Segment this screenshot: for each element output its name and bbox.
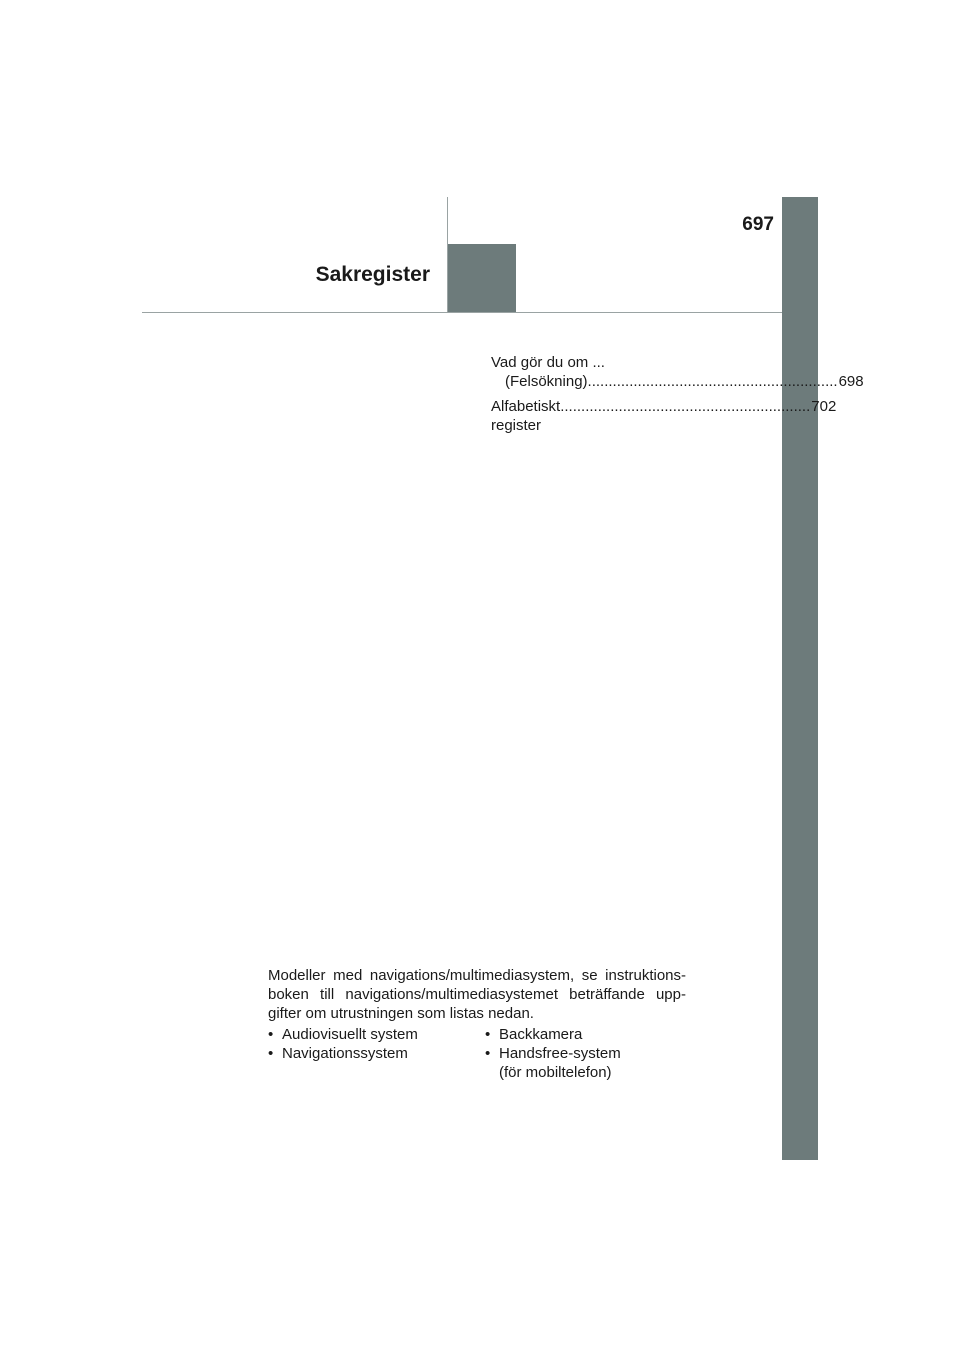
list-item-text: (för mobiltelefon) [499,1064,612,1081]
header-color-block [448,244,516,313]
section-title: Sakregister [315,263,430,286]
toc-page-number: 698 [838,373,864,390]
list-item [268,1044,468,1063]
toc-entry-label: Alfabetiskt register [491,398,561,434]
bullet-marker: • [485,1045,491,1062]
page-number: 697 [742,214,774,235]
list-item-continuation [485,1063,685,1082]
list-item [268,1025,468,1044]
list-item [485,1044,685,1063]
bullet-marker: • [485,1026,491,1043]
toc-entry-label: Vad gör du om ... [491,354,605,371]
equipment-list-right [485,1025,685,1082]
toc-entry-alphabetical-index[interactable] [491,397,837,435]
toc-entry-troubleshooting[interactable] [491,353,864,391]
toc-leader-dots: ............................................................ [560,398,811,415]
list-item-text: Handsfree-system [499,1045,621,1062]
header-horizontal-rule [142,312,782,313]
toc-entry-sublabel: (Felsökning) [505,373,588,390]
header-vertical-rule [447,197,448,313]
bullet-marker: • [268,1045,274,1062]
list-item-text: Backkamera [499,1026,583,1043]
chapter-side-tab [782,197,818,1160]
list-item [485,1025,685,1044]
toc-leader-dots: ............................................................ [587,373,838,390]
list-item-text: Navigationssystem [282,1045,408,1062]
navigation-system-note: Modeller med navigations/multimediasystem, se instruktions-boken till navigations/multimediasystemet beträffande upp-gifter om utrustningen som listas nedan. [268,967,686,1022]
equipment-list-left [268,1025,468,1063]
toc-page-number: 702 [811,398,837,415]
list-item-text: Audiovisuellt system [282,1026,418,1043]
bullet-marker: • [268,1026,274,1043]
